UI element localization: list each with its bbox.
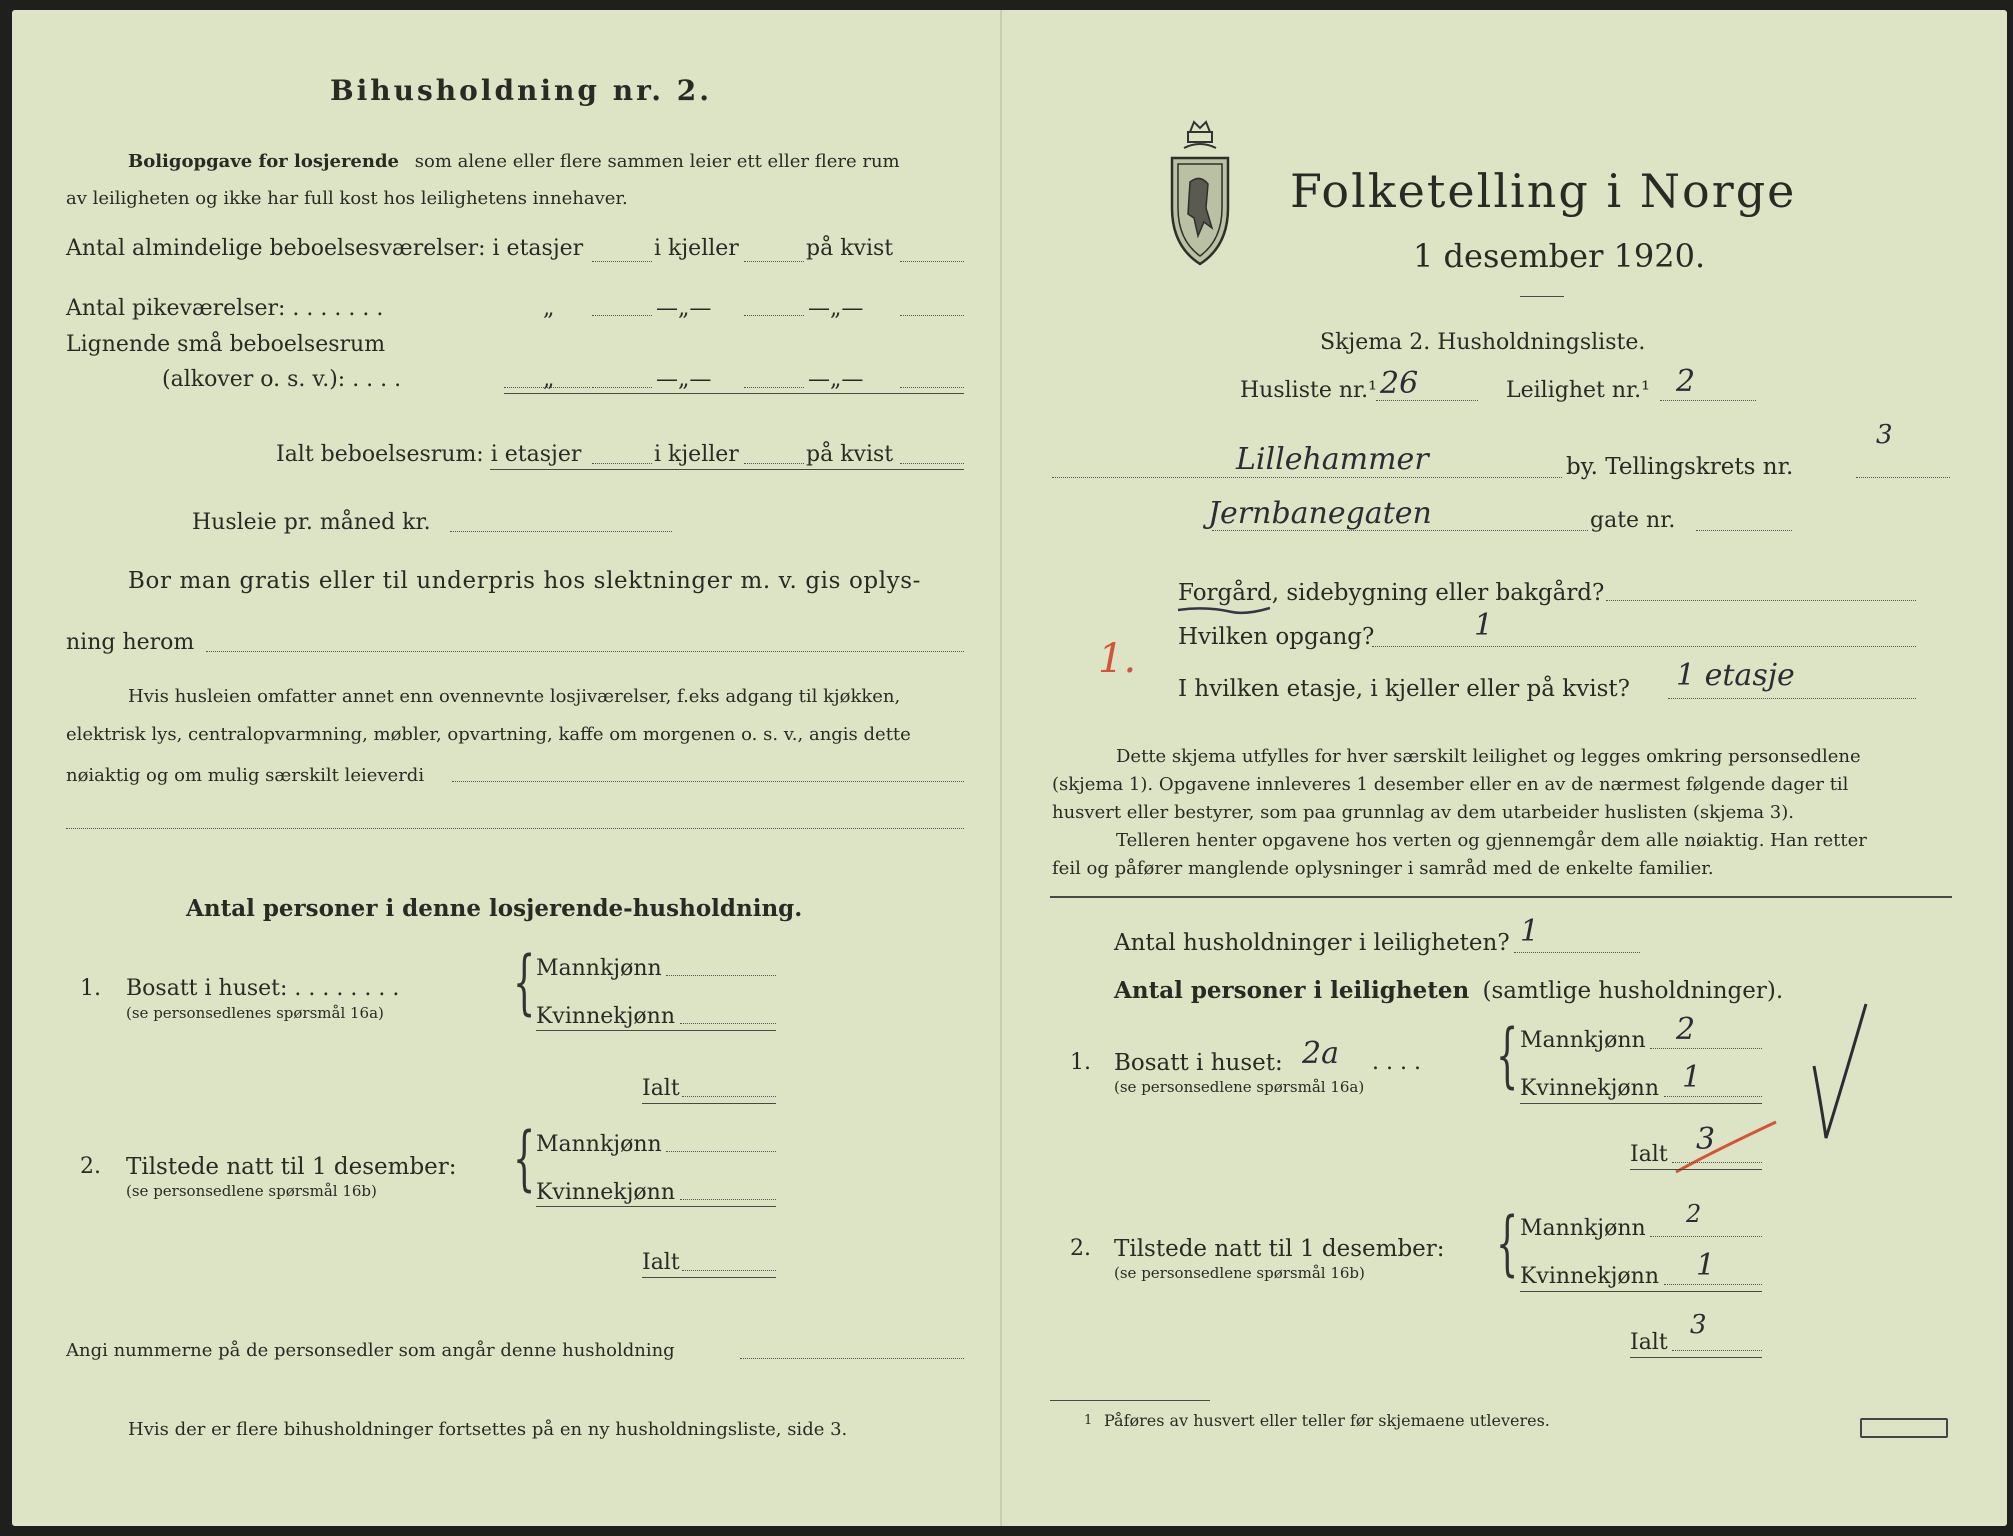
left-q2-ialt-under [642,1277,776,1278]
right-q2-ialt-value: 3 [1690,1310,1707,1340]
rooms-kvist-line [900,261,964,262]
intro-rest: som alene eller flere sammen leier ett eller flere rum [414,151,900,172]
right-q2-mann-line [1650,1236,1762,1237]
right-q1-mann-value: 2 [1676,1012,1696,1047]
ialt-rooms-label: Ialt beboelsesrum: i etasjer [276,442,582,467]
forgaard-label: Forgård, sidebygning eller bakgård? [1178,580,1605,606]
right-date: 1 desember 1920. [1413,237,1706,275]
lignende-line-2 [744,387,804,388]
ialt-kjeller: i kjeller [654,442,739,467]
check-mark-icon [1804,1000,1874,1150]
right-q2-ialt: Ialt [1630,1330,1668,1355]
husleie-label: Husleie pr. måned kr. [192,510,431,535]
left-q1-num: 1. [80,976,101,1001]
margin-mark: 1. [1098,636,1137,682]
leilighet-line [1660,400,1756,401]
left-q2-mann: Mannkjønn [536,1132,662,1157]
antal-hush-label: Antal husholdninger i leiligheten? [1114,930,1510,956]
gate-line [1212,530,1588,531]
right-q1-hw: 2a [1302,1036,1339,1071]
left-footer: Hvis der er flere bihusholdninger fortsettes på en ny husholdningsliste, side 3. [128,1419,848,1440]
right-q1-dots: . . . . [1372,1050,1421,1075]
pike-line-1 [592,315,652,316]
skjema-label: Skjema 2. Husholdningsliste. [1320,330,1646,355]
info-line-1: Dette skjema utfylles for hver særskilt leilighet og legges omkring personsedlene [1116,746,1861,767]
ialt-kvist-line [900,463,964,464]
right-q1-mann-line [1650,1048,1762,1049]
left-q1-mann-line [666,975,776,976]
rooms-label: Antal almindelige beboelsesværelser: i etasjer [66,236,584,261]
opgang-line [1372,646,1916,647]
forgaard-underline [1176,604,1272,618]
intro-line-2: av leiligheten og ikke har full kost hos leilighetens innehaver. [66,188,628,209]
right-q1-num: 1. [1070,1050,1091,1075]
krets-value: 3 [1876,420,1893,450]
hvis-line [452,781,964,782]
intro-line-1 [128,151,900,173]
krets-line [1856,477,1950,478]
bor-line-1: Bor man gratis eller til underpris hos slektninger m. v. gis oplys- [128,568,922,594]
right-q2-kvinne-line [1664,1284,1762,1285]
by-label: by. Tellingskrets nr. [1566,454,1794,480]
hvis-line-3: nøiaktig og om mulig særskilt leieverdi [66,765,425,786]
etasje-label: I hvilken etasje, i kjeller eller på kvist? [1178,676,1630,702]
right-q1-ialt: Ialt [1630,1142,1668,1167]
ialt-kvist: på kvist [806,442,894,467]
right-q2-mann: Mannkjønn [1520,1216,1646,1241]
lignende-underline [504,393,964,394]
pike-line-3 [900,315,964,316]
left-antal-heading: Antal personer i denne losjerende-husholdning. [186,895,803,922]
opgang-label: Hvilken opgang? [1178,624,1375,650]
by-value: Lillehammer [1236,442,1429,477]
right-q1-kvinne-line [1664,1096,1762,1097]
left-q1-label: Bosatt i huset: . . . . . . . . [126,976,400,1001]
bor-line-2: ning herom [66,630,195,655]
right-q2-sub: (se personsedlene spørsmål 16b) [1114,1264,1365,1282]
info-divider [1050,896,1952,898]
left-q2-brace: { [513,1117,536,1199]
pike-ditto-3: —„— [808,296,864,321]
printer-stamp-icon [1860,1418,1948,1438]
antal-hush-value: 1 [1520,914,1540,949]
left-title: Bihusholdning nr. 2. [330,74,712,107]
page-fold [1000,10,1002,1526]
forgaard-line [1606,600,1916,601]
left-q1-kvinne-line [680,1023,776,1024]
left-q2-sub: (se personsedlene spørsmål 16b) [126,1182,377,1200]
left-q2-kvinne: Kvinnekjønn [536,1180,675,1205]
gate-value: Jernbanegaten [1208,496,1432,531]
right-q2-kvinne-value: 1 [1696,1248,1716,1283]
opgang-value: 1 [1474,608,1494,643]
husleie-line [450,531,672,532]
left-q2-num: 2. [80,1154,101,1179]
husliste-value: 26 [1380,366,1419,401]
by-line [1052,477,1562,478]
gate-label: gate nr. [1590,508,1676,533]
husliste-label: Husliste nr.¹ [1240,378,1377,403]
lignende-line-1 [592,387,652,388]
etasje-line [1668,698,1916,699]
rooms-kvist: på kvist [806,236,894,261]
left-q1-sub: (se personsedlenes spørsmål 16a) [126,1004,384,1022]
pike-label: Antal pikeværelser: . . . . . . . [66,296,384,321]
gate-nr-line [1696,530,1792,531]
left-q2-ialt: Ialt [642,1250,680,1275]
lignende-label-1: Lignende små beboelsesrum [66,332,386,357]
pike-line-2 [744,315,804,316]
right-q1-ialt-line [1672,1162,1762,1163]
right-q1-ialt-under [1630,1169,1762,1170]
ialt-etasjer-line [592,463,652,464]
leilighet-value: 2 [1676,364,1696,399]
right-q2-ialt-line [1672,1350,1762,1351]
right-q2-kvinne: Kvinnekjønn [1520,1264,1659,1289]
ialt-underline [490,469,964,470]
right-q1-sub: (se personsedlene spørsmål 16a) [1114,1078,1365,1096]
info-line-2: (skjema 1). Opgavene innleveres 1 desember eller en av de nærmest følgende dager til [1052,774,1849,795]
right-q1-ialt-value: 3 [1696,1122,1716,1157]
intro-bold: Boligopgave for losjerende [128,151,400,172]
right-q1-kvinne: Kvinnekjønn [1520,1076,1659,1101]
info-line-3: husvert eller bestyrer, som paa grunnlag av dem utarbeider huslisten (skjema 3). [1052,802,1794,823]
antal-pers-rest: (samtlige husholdninger). [1482,978,1784,1004]
left-q1-kvinne-under [536,1030,776,1031]
angi-label: Angi nummerne på de personsedler som angår denne husholdning [66,1340,675,1361]
rooms-kjeller-line [744,261,804,262]
left-q2-mann-line [666,1151,776,1152]
antal-hush-line [1514,952,1640,953]
footnote-num: 1 [1084,1413,1093,1428]
hvis-line-1: Hvis husleien omfatter annet enn ovennevnte losjiværelser, f.eks adgang til kjøkken, [128,686,901,707]
right-q2-mann-value: 2 [1686,1200,1702,1228]
rooms-etasjer-line [592,261,652,262]
left-q2-ialt-line [682,1270,776,1271]
lignende-ditto-3: —„— [808,367,864,392]
husliste-line [1376,400,1478,401]
right-q2-num: 2. [1070,1236,1091,1261]
lignende-ditto-2: —„— [656,367,712,392]
left-q2-kvinne-under [536,1206,776,1207]
bor-line [206,651,964,652]
antal-pers-line [1114,978,1783,1004]
right-title: Folketelling i Norge [1290,164,1797,218]
lignende-ditto: „ [543,367,555,392]
right-q1-label: Bosatt i huset: [1114,1050,1283,1076]
coat-of-arms-icon [1164,118,1236,268]
angi-line [740,1358,964,1359]
right-q2-brace: { [1496,1202,1519,1284]
left-q1-ialt-line [682,1096,776,1097]
rooms-kjeller: i kjeller [654,236,739,261]
lignende-line-3 [900,387,964,388]
left-q1-ialt-under [642,1103,776,1104]
left-q1-ialt: Ialt [642,1076,680,1101]
ialt-kjeller-line [744,463,804,464]
pike-ditto-2: —„— [656,296,712,321]
right-q1-kvinne-value: 1 [1682,1060,1702,1095]
left-q1-kvinne: Kvinnekjønn [536,1004,675,1029]
footnote-text: Påføres av husvert eller teller før skjemaene utleveres. [1104,1411,1550,1430]
left-q2-label: Tilstede natt til 1 desember: [126,1154,457,1180]
leilighet-label: Leilighet nr.¹ [1506,378,1650,403]
right-q1-brace: { [1496,1014,1519,1096]
left-q2-kvinne-line [680,1199,776,1200]
etasje-value: 1 etasje [1676,658,1795,693]
antal-pers-bold: Antal personer i leiligheten [1114,977,1470,1004]
title-divider [1520,296,1564,297]
footnote-rule [1050,1400,1210,1401]
blank-line [66,828,964,829]
hvis-line-2: elektrisk lys, centralopvarmning, møbler, opvartning, kaffe om morgenen o. s. v., angis dette [66,724,911,745]
info-line-5: feil og påfører manglende oplysninger i samråd med de enkelte familier. [1052,858,1714,879]
left-q1-brace: { [513,941,536,1023]
right-q2-kvinne-under [1520,1291,1762,1292]
pike-ditto: „ [543,296,555,321]
right-q1-kvinne-under [1520,1103,1762,1104]
right-q2-label: Tilstede natt til 1 desember: [1114,1236,1445,1262]
info-line-4: Telleren henter opgavene hos verten og gjennemgår dem alle nøiaktig. Han retter [1116,830,1867,851]
right-q2-ialt-under [1630,1357,1762,1358]
lignende-label-2: (alkover o. s. v.): . . . . [162,367,402,392]
right-q1-mann: Mannkjønn [1520,1028,1646,1053]
left-q1-mann: Mannkjønn [536,956,662,981]
